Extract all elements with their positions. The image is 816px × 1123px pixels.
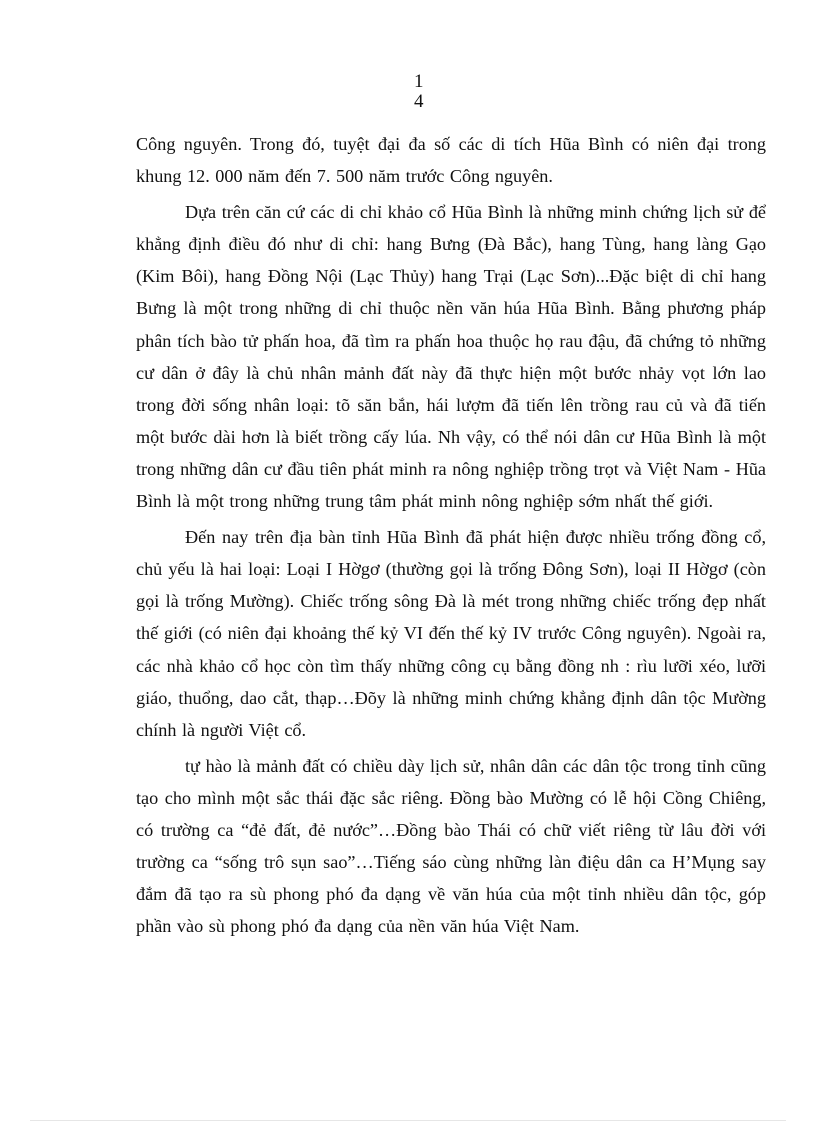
paragraph-continuation: Công nguyên. Trong đó, tuyệt đại đa số các di tích Hũa Bình có niên đại trong khung 12. 000 năm đến 7. 500 năm trước Công nguyên. (136, 134, 766, 187)
paragraph-bronze-drums: Đến nay trên địa bàn tỉnh Hũa Bình đã phát hiện được nhiều trống đồng cổ, chủ yếu là hai loại: Loại I Hờgơ (thường gọi là trống Đông Sơn), loại II Hờgơ (còn gọi là trống Mường). Chiếc trống sông Đà là mét trong những chiếc trống đẹp nhất thế giới (có niên đại khoảng thế kỷ VI đến thế kỷ IV trước Công nguyên). Ngoài ra, các nhà khảo cổ học còn tìm thấy những công cụ bằng đồng nh : rìu lưỡi xéo, lưỡi giáo, thuổng, dao cắt, thạp…Đõy là những minh chứng khẳng định dân tộc Mường chính là người Việt cổ. (136, 527, 766, 740)
page-number-line-2: 4 (414, 91, 424, 112)
page-bottom-divider (30, 1120, 786, 1121)
paragraph-archaeology: Dựa trên căn cứ các di chỉ khảo cổ Hũa Bình là những minh chứng lịch sử để khẳng định điều đó như di chỉ: hang Bưng (Đà Bắc), hang Tùng, hang làng Gạo (Kim Bôi), hang Đồng Nội (Lạc Thủy) hang Trại (Lạc Sơn)...Đặc biệt di chỉ hang Bưng là một trong những di chỉ thuộc nền văn húa Hũa Bình. Bằng phương pháp phân tích bào tử phấn hoa, đã tìm ra phấn hoa thuộc họ rau đậu, đã chứng tỏ những cư dân ở đây là chủ nhân mảnh đất này đã thực hiện một bước nhảy vọt lớn lao trong đời sống nhân loại: tõ săn bắn, hái lượm đã tiến lên trồng rau củ và đã tiến một bước dài hơn là biết trồng cấy lúa. Nh vậy, có thể nói dân cư Hũa Bình là một trong những dân cư đầu tiên phát minh ra nông nghiệp trồng trọt và Việt Nam - Hũa Bình là một trong những trung tâm phát minh nông nghiệp sớm nhất thế giới. (136, 202, 766, 512)
page-number (414, 72, 444, 112)
body-text (136, 128, 766, 942)
paragraph-culture: tự hào là mảnh đất có chiều dày lịch sử, nhân dân các dân tộc trong tỉnh cũng tạo cho mình một sắc thái đặc sắc riêng. Đồng bào Mường có lễ hội Cồng Chiêng, có trường ca “đẻ đất, đẻ nước”…Đồng bào Thái có chữ viết riêng từ lâu đời với trường ca “sống trô sụn sao”…Tiếng sáo cùng những làn điệu dân ca H’Mụng say đắm đã tạo ra sù phong phó đa dạng về văn húa của một tỉnh nhiều dân tộc, góp phần vào sù phong phó đa dạng của nền văn húa Việt Nam. (136, 755, 766, 937)
page-number-line-1: 1 (414, 71, 424, 92)
